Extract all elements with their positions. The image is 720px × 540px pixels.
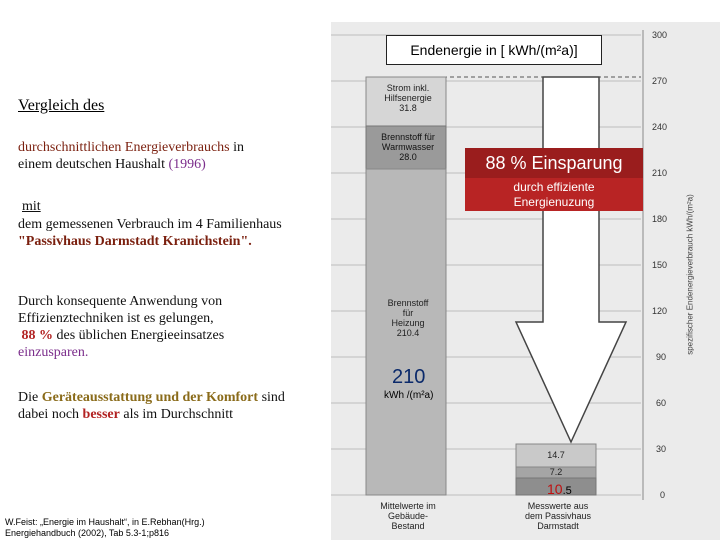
paragraph-comfort [18,389,285,423]
passivhaus-total-main: 10 [547,481,563,497]
credit-line: Energiehandbuch (2002), Tab 5.3-1;p816 [5,528,169,538]
y-tick: 150 [652,260,668,270]
bar1-label-heating [369,298,447,338]
page-title: Vergleich des [18,97,105,114]
savings-subtitle-line: durch effiziente [513,180,595,194]
label-value: 28.0 [399,152,417,162]
label-line: Brennstoff [387,298,429,308]
text-fragment: Die [18,390,42,405]
y-tick: 240 [652,122,668,132]
big-value-unit: kWh /(m²a) [384,390,434,401]
passivhaus-total-decimal: .5 [562,485,572,497]
mit-label: mit [22,199,41,214]
y-tick: 60 [656,398,667,408]
emphasis-besser: besser [82,407,120,422]
bar1-label-electricity [369,83,447,113]
text-fragment: als im Durchschnitt [119,407,234,422]
source-credit [5,517,205,539]
year-label: (1996) [168,157,206,172]
label-line: Brennstoff für [381,132,435,142]
text-line: Durch konsequente Anwendung von [18,294,223,309]
text-fragment: einem deutschen Haushalt [18,157,165,172]
text-fragment: in [229,140,244,155]
label-line: dem Passivhaus [524,511,592,521]
bar2-value-2: 7.2 [549,467,563,477]
label-line: Warmwasser [381,142,435,152]
y-tick: 0 [660,490,666,500]
label-line: Strom inkl. [386,83,430,93]
savings-subtitle-line: Energienuzung [513,195,595,209]
label-line: Mittelwerte im [380,501,436,511]
y-tick: 270 [652,76,668,86]
savings-subtitle [465,178,643,211]
label-value: 210.4 [396,328,420,338]
text-line: Effizienztechniken ist es gelungen, [18,311,214,326]
label-value: 31.8 [399,103,417,113]
paragraph-passivhaus [18,216,282,250]
y-tick: 90 [656,352,667,362]
label-line: Bestand [391,521,425,531]
x-label-existing [366,501,450,531]
text-line: dem gemessenen Verbrauch im 4 Familienhaus [18,217,282,232]
x-label-passivhaus [516,501,600,531]
label-line: Darmstadt [537,521,579,531]
text-fragment: dabei noch [18,407,83,422]
text-fragment: sind [258,390,285,405]
bar1-label-hot-water [369,132,447,162]
label-line: Messwerte aus [527,501,589,511]
label-line: Gebäude- [387,511,429,521]
y-tick: 210 [652,168,668,178]
passivhaus-total [547,481,572,497]
y-tick: 120 [652,306,668,316]
label-line: Heizung [391,318,425,328]
text-fragment: des üblichen Energieeinsatzes [53,328,225,343]
label-line: für [402,308,414,318]
savings-title: 88 % Einsparung [465,148,643,178]
savings-percent: 88 % [21,328,53,343]
savings-arrow [516,77,626,442]
label-line: Hilfsenergie [384,93,432,103]
credit-line: W.Feist: „Energie im Haushalt“, in E.Rebhan(Hrg.) [5,517,205,527]
figure-title: Endenergie in [ kWh/(m²a)] [386,35,602,65]
emphasis-average-consumption: durchschnittlichen Energieverbrauchs [18,140,230,155]
emphasis-comfort: Geräteausstattung und der Komfort [41,390,259,405]
text-line: einzusparen. [18,345,89,360]
y-tick: 300 [652,30,668,40]
y-tick: 30 [656,444,667,454]
paragraph-efficiency [18,293,224,361]
paragraph-comparison [18,139,244,173]
y-tick: 180 [652,214,668,224]
bar2-value-1: 14.7 [547,450,565,460]
passivhaus-name: "Passivhaus Darmstadt Kranichstein". [18,234,252,249]
y-axis-label: spezifischer Endenergieverbrauch kWh/(m²a) [685,194,695,355]
big-value: 210 [392,366,426,388]
